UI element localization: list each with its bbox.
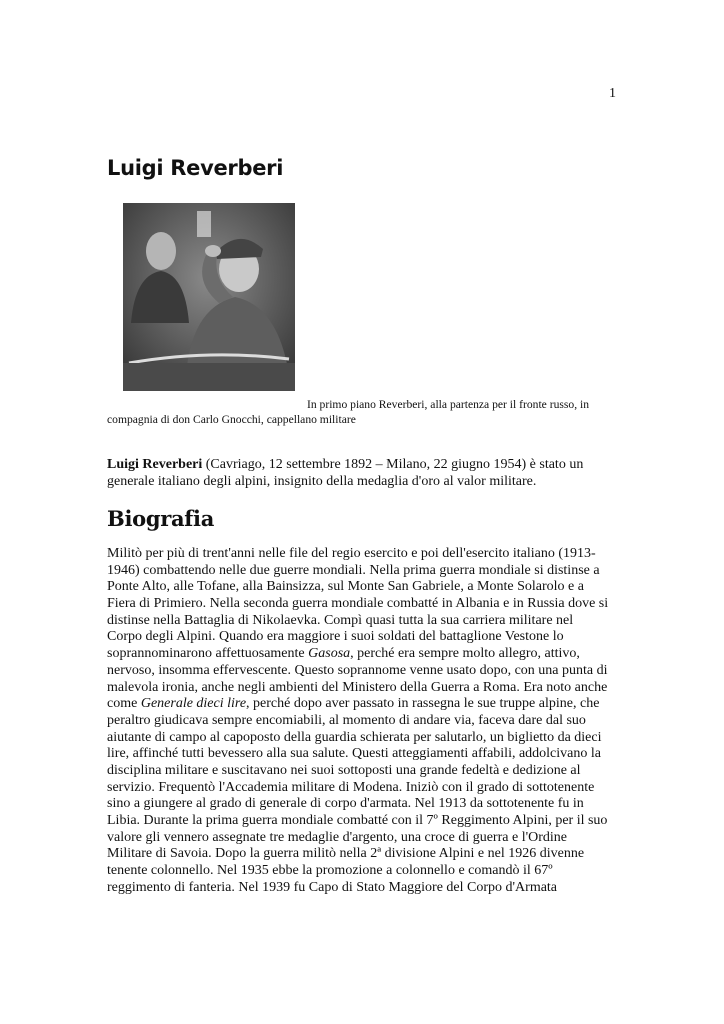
subject-name: Luigi Reverberi xyxy=(107,457,203,472)
caption-line-2: compagnia di don Carlo Gnocchi, cappellano militare xyxy=(107,413,356,426)
body-line: sino a giungere al grado di generale di corpo d'armata. Nel 1913 da sottotenente fu in xyxy=(107,796,584,812)
body-line: 1946) combattendo nelle due guerre mondiali. Nella prima guerra mondiale si distinse a xyxy=(107,562,600,578)
nickname-generale-dieci-lire: Generale dieci lire xyxy=(140,696,247,712)
section-heading-biografia: Biografia xyxy=(107,506,215,531)
biography-paragraph xyxy=(107,546,621,896)
portrait-photo xyxy=(123,203,295,391)
caption-line-1: In primo piano Reverberi, alla partenza per il fronte russo, in xyxy=(307,398,590,411)
body-line: Militò per più di trent'anni nelle file del regio esercito e poi dell'esercito italiano (1913- xyxy=(107,546,596,561)
body-line: distinse nella Battaglia di Nikolaevka. Compì quasi tutta la sua carriera militare nel xyxy=(107,612,574,628)
body-line: malevola ironia, anche negli ambienti del Ministero della Guerra a Roma. Era noto anche xyxy=(107,679,608,695)
body-line: tenente colonnello. Nel 1935 ebbe la promozione a colonnello e comandò il 67º xyxy=(107,863,553,879)
body-line: peraltro giudicava sempre encomiabili, al momento di andare via, faceva dare dal suo xyxy=(107,712,586,728)
page-number: 1 xyxy=(609,86,616,101)
document-title: Luigi Reverberi xyxy=(107,156,284,180)
intro-paragraph xyxy=(107,457,619,490)
body-line: valore gli vennero assegnate tre medaglie d'argento, una croce di guerra e l'Ordine xyxy=(107,829,567,845)
body-line: Militare di Savoia. Dopo la guerra militò nella 2ª divisione Alpini e nel 1926 divenne xyxy=(107,846,585,862)
body-line: Libia. Durante la prima guerra mondiale combatté con il 7º Reggimento Alpini, per il suo xyxy=(107,813,608,828)
body-line: soprannominarono affettuosamente Gasosa, perché era sempre molto allegro, attivo, xyxy=(107,646,580,662)
body-line: aiutante di campo al capoposto della guardia schierata per salutarlo, un biglietto da dieci xyxy=(107,729,602,745)
body-line: disciplina militare e suscitavano nei suoi sottoposti una grande fedeltà e dedizione al xyxy=(107,762,581,778)
body-line: reggimento di fanteria. Nel 1939 fu Capo di Stato Maggiore del Corpo d'Armata xyxy=(107,879,558,895)
nickname-gasosa: Gasosa xyxy=(308,646,351,662)
intro-line-1: (Cavriago, 12 settembre 1892 – Milano, 22 giugno 1954) è stato un xyxy=(202,457,584,472)
body-line: come Generale dieci lire, perché dopo aver passato in rassegna le sue truppe alpine, che xyxy=(107,696,600,712)
body-line: Ponte Alto, alle Tofane, alla Bainsizza, sul Monte San Gabriele, a Monte Solarolo e a xyxy=(107,579,584,595)
body-line: nervoso, insomma effervescente. Questo soprannome venne usato dopo, con una punta di xyxy=(107,662,608,678)
photo-illustration xyxy=(123,203,295,391)
body-line: Corpo degli Alpini. Quando era maggiore i suoi soldati del battaglione Vestone lo xyxy=(107,629,564,645)
body-line: lire, affinché tutti bevessero alla sua salute. Questi atteggiamenti affabili, addolcivano la xyxy=(107,746,601,762)
body-line: Fiera di Primiero. Nella seconda guerra mondiale combatté in Albania e in Russia dove si xyxy=(107,596,609,612)
photo-caption xyxy=(107,397,607,427)
intro-line-2: generale italiano degli alpini, insignito della medaglia d'oro al valor militare. xyxy=(107,473,537,489)
body-line: servizio. Frequentò l'Accademia militare di Modena. Iniziò con il grado di sottotenente xyxy=(107,779,595,795)
